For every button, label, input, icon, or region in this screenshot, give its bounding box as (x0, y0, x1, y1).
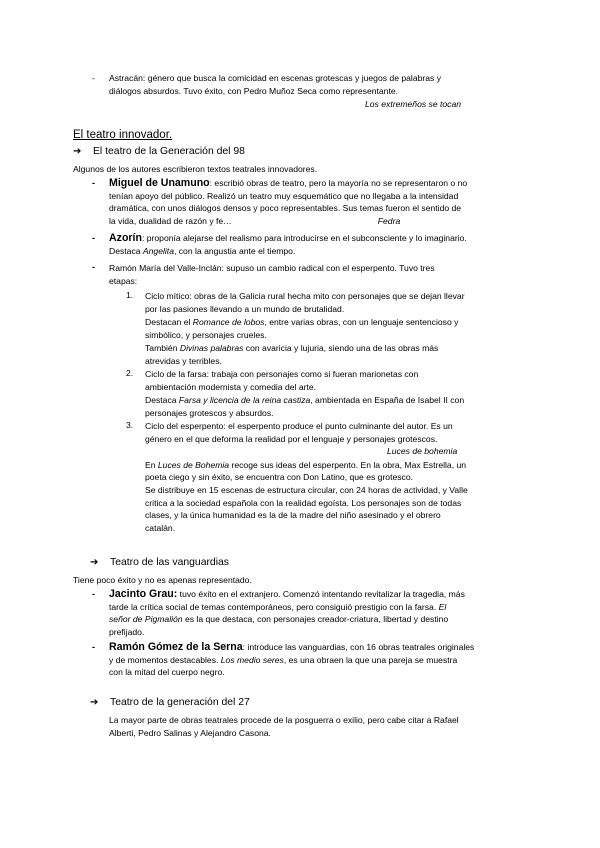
unamuno-line-2: tenían apoyo del público. Realizó un teatro muy esquemático que no llegaba a la intensidad (109, 190, 459, 201)
gen27-line-2: Alberti, Pedro Salinas y Alejandro Casona. (109, 727, 271, 738)
azorin-line-2: Destaca (109, 245, 143, 256)
stage-2-line-3: Destaca (145, 395, 179, 406)
stage-3-line-5: poeta ciego y sin éxito, se encuentra con Don Latino, que es grotesco. (145, 472, 414, 483)
work-title-senor-de-pigmalion: señor de Pigmalión (109, 614, 183, 625)
gen27-line-1: La mayor parte de obras teatrales procede de la posguerra o exilio, pero cabe citar a Rafael (109, 715, 459, 725)
unamuno-line-3: dramática, con unos diálogos densos y poco representables. Sus temas fueron el sentido de (109, 203, 462, 214)
unamuno-work-title: Fedra (377, 215, 401, 226)
vanguardias-heading-row (90, 557, 229, 568)
stage-3-line-8: clases, y la única humanidad es la de la madre del niño asesinado y el obrero (145, 510, 441, 521)
arrow-icon: ➔ (90, 697, 99, 708)
azorin-block (109, 232, 529, 257)
bullet-dash: - (92, 233, 95, 243)
unamuno-line-1: : escribió obras de teatro, pero la mayoría no se representaron o no (209, 178, 468, 188)
stage-1-line-3-end: , entre varias obras, con un lenguaje sentencioso y (264, 317, 459, 328)
grau-block (109, 588, 529, 638)
bullet-dash: - (92, 589, 95, 599)
stage-number-2: 2. (126, 368, 134, 378)
author-name-unamuno: Miguel de Unamuno (109, 177, 210, 189)
stage-3-line-9: catalán. (145, 522, 176, 533)
author-name-grau: Jacinto Grau: (109, 588, 178, 600)
stage-3-work-title: Luces de bohemia (387, 446, 458, 457)
stage-3-line-6: Se distribuye en 15 escenas de estructura circular, con 24 horas de actividad, y Valle (145, 484, 468, 495)
grau-line-2: tarde la crítica social de temas contemporáneos, pero consiguió prestigio con la farsa. (109, 601, 439, 612)
valle-block (109, 262, 435, 287)
astracan-line-2: diálogos absurdos. Tuvo éxito, con Pedro Muñoz Seca como representante. (109, 86, 399, 96)
unamuno-line-4: la vida, dualidad de razón y fe… (109, 215, 232, 226)
stage-2-line-1: Ciclo de la farsa: trabaja con personajes como si fueran marionetas con (145, 369, 419, 379)
work-title-divinas-palabras: Divinas palabras (179, 343, 244, 354)
gen27-heading-row (90, 697, 250, 708)
gen27-heading: Teatro de la generación del 27 (110, 697, 250, 708)
azorin-work-title: Angelita (142, 245, 174, 256)
stage-1-line-6: atrevidas y terribles. (145, 355, 222, 366)
stage-number-3: 3. (126, 420, 134, 430)
author-name-serna: Ramón Gómez de la Serna (109, 641, 243, 653)
stage-1-line-5: También (145, 343, 180, 354)
stage-3-line-2: género en el que deforma la realidad por el lenguaje y personajes grotescos. (145, 433, 438, 444)
work-title-los-medio-seres: Los medio seres (220, 654, 284, 665)
gen27-block (109, 714, 459, 739)
gen98-heading-row (73, 146, 245, 157)
serna-block (109, 641, 529, 679)
serna-line-1: : introduce las vanguardias, con 16 obras teatrales originales (242, 642, 475, 652)
stage-number-1: 1. (126, 290, 134, 300)
gen98-heading: El teatro de la Generación del 98 (93, 146, 245, 157)
stage-1-block (145, 290, 465, 368)
work-title-luces-de-bohemia: Luces de Bohemia (157, 459, 230, 470)
bullet-dash: - (92, 73, 95, 83)
vanguardias-intro: Tiene poco éxito y no es apenas representado. (73, 575, 252, 585)
astracan-work-title: Los extremeños se tocan (365, 99, 462, 109)
stage-2-block (145, 368, 464, 419)
stage-2-line-4: personajes grotescos y absurdos. (145, 407, 274, 418)
valle-line-1: Ramón María del Valle-Inclán: supuso un cambio radical con el esperpento. Tuvo tres (109, 263, 435, 273)
work-title-romance-de-lobos: Romance de lobos (192, 317, 265, 328)
azorin-line-2-end: , con la angustia ante el tiempo. (173, 245, 296, 256)
work-title-el: El (438, 601, 447, 612)
unamuno-block (109, 177, 529, 227)
stage-1-line-4: simbólico, y personajes crueles. (145, 329, 267, 340)
stage-3-line-7: critica a la sociedad española con la realidad egoísta. Los personajes son de todas (145, 497, 462, 508)
serna-line-2: y de momentos destacables. (109, 654, 221, 665)
section-title: El teatro innovador. (73, 129, 173, 141)
stage-2-line-3-end: , ambientada en España de Isabel II con (310, 395, 465, 406)
bullet-dash: - (92, 262, 95, 272)
valle-line-2: etapas: (109, 275, 138, 286)
stage-1-line-5-end: con avaricia y lujuria, siendo una de las obras más (243, 343, 439, 354)
bullet-dash: - (92, 178, 95, 188)
arrow-icon: ➔ (90, 557, 99, 568)
bullet-dash: - (92, 642, 95, 652)
stage-3-line-4-end: recoge sus ideas del esperpento. En la obra, Max Estrella, un (229, 459, 467, 470)
grau-line-3: es la que destaca, con personajes creador-criatura, libertad y destino (182, 614, 449, 625)
stage-1-line-1: Ciclo mítico: obras de la Galicia rural hecha mito con personajes que se dejan llevar (145, 291, 465, 301)
astracan-line-1: Astracán: género que busca la comicidad en escenas grotescas y juegos de palabras y (109, 73, 442, 83)
stage-1-line-2: por las pasiones llevando a un mundo de brutalidad. (145, 303, 345, 314)
stage-2-line-2: ambientación modernista y comedia del arte. (145, 381, 317, 392)
stage-1-line-3: Destacan el (145, 317, 193, 328)
vanguardias-heading: Teatro de las vanguardias (110, 557, 229, 568)
azorin-line-1: : proponía alejarse del realismo para introducirse en el subconsciente y lo imaginario. (141, 233, 467, 243)
grau-line-4: prefijado. (109, 626, 145, 637)
gen98-intro: Algunos de los autores escribieron textos teatrales innovadores. (73, 164, 318, 174)
stage-3-block (145, 420, 468, 534)
grau-line-1: tuvo éxito en el extranjero. Comenzó intentando revitalizar la tragedia, más (177, 589, 465, 599)
arrow-icon: ➔ (73, 146, 82, 157)
work-title-farsa: Farsa y licencia de la reina castiza (178, 395, 311, 406)
author-name-azorin: Azorín (109, 232, 142, 244)
stage-3-line-1: Ciclo del esperpento: el esperpento produce el punto culminante del autor. Es un (145, 421, 453, 431)
serna-line-3: con la mitad del cuerpo negro. (109, 667, 225, 678)
stage-3-line-4: En (145, 459, 158, 470)
serna-line-2-end: , es una obraen la que una pareja se muestra (283, 654, 458, 665)
